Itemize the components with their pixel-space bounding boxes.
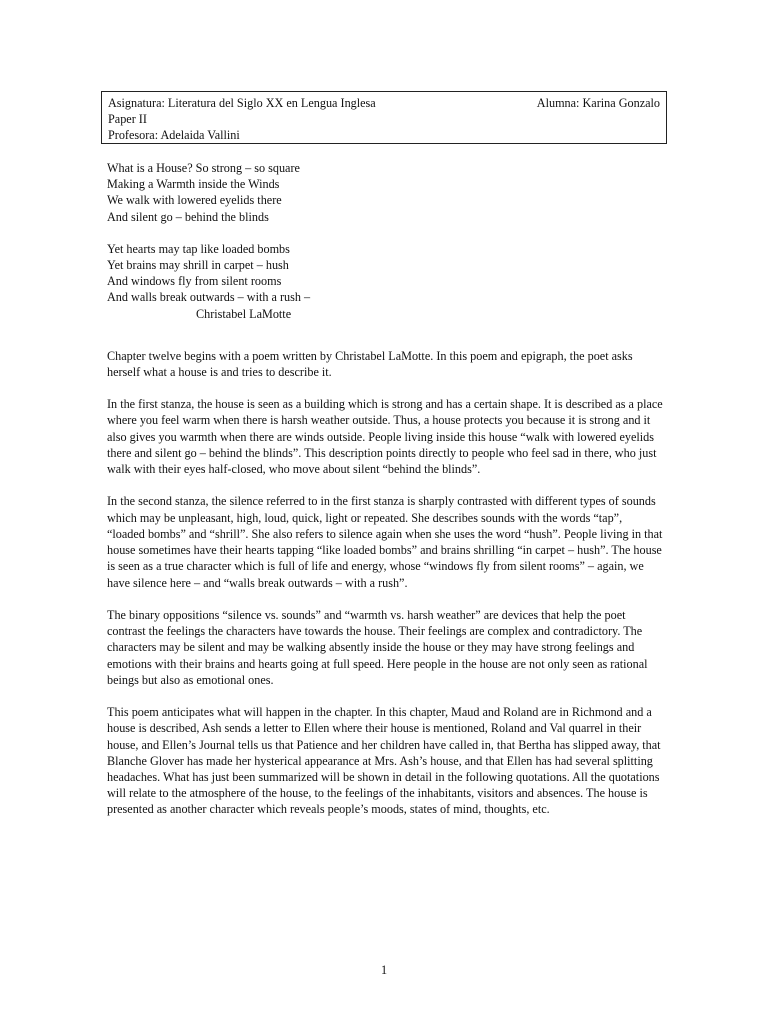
page-number: 1 [380, 963, 388, 977]
poem-line: And walls break outwards – with a rush – [107, 290, 311, 305]
poem-line: And silent go – behind the blinds [107, 209, 269, 224]
header-line-subject [108, 95, 660, 111]
poem-stanza-1 [107, 160, 663, 225]
header-line-teacher [108, 127, 660, 143]
poem-line: Yet hearts may tap like loaded bombs [107, 241, 290, 256]
poem-line: And windows fly from silent rooms [107, 274, 282, 289]
poem-line: Yet brains may shrill in carpet – hush [107, 257, 289, 272]
teacher-label: Profesora: Adelaida Vallini [108, 128, 240, 142]
header-box [101, 91, 667, 144]
paragraph-2: In the first stanza, the house is seen as a building which is strong and has a certain shape. It is described as a place where you feel warm when there is harsh weather outside. Thus, a house protects you because it is strong and it also gives you warmth when there are winds outside. People living inside this house “walk with lowered eyelids there and silent go – behind the blinds”. This description points directly to people who feel sad in there, who just walk with their eyes half-closed, who move about silent “behind the blinds”. [107, 397, 663, 477]
poem-line: We walk with lowered eyelids there [107, 193, 282, 208]
poem-stanza-2 [107, 241, 663, 322]
paragraph-3: In the second stanza, the silence referred to in the first stanza is sharply contrasted with different types of sounds which may be unpleasant, high, loud, quick, light or repeated. She describes sounds with the words “tap”, “loaded bombs” and “shrill”. She also refers to silence again when she uses the word “hush”. People living in that house sometimes have their hearts tapping “like loaded bombs” and brains shrilling “in carpet – hush”. The house is seen as a true character which is full of life and energy, whose “windows fly from silent rooms” – again, we have silence here – and “walls break outwards – with a rush”. [107, 494, 663, 590]
header-line-paper [108, 111, 660, 127]
document-body [107, 160, 663, 834]
poem-line: What is a House? So strong – so square [107, 161, 300, 175]
paragraph-4: The binary oppositions “silence vs. sounds” and “warmth vs. harsh weather” are devices that help the poet contrast the feelings the characters have towards the house. Their feelings are complex and contradictory. The characters may be silent and may be walking absently inside the house or they may have strong feelings and emotions with their brains and hearts going at full speed. Here people in the house are not only seen as rational beings but also as emotional ones. [107, 607, 648, 687]
paragraph-1: Chapter twelve begins with a poem written by Christabel LaMotte. In this poem and epigraph, the poet asks herself what a house is and tries to describe it. [107, 348, 633, 379]
subject-label: Asignatura: Literatura del Siglo XX en Lengua Inglesa [108, 96, 376, 110]
poem-author: Christabel LaMotte [196, 306, 292, 321]
student-label: Alumna: Karina Gonzalo [536, 96, 660, 110]
paper-label: Paper II [108, 112, 147, 126]
poem-line: Making a Warmth inside the Winds [107, 177, 280, 192]
paragraph-5: This poem anticipates what will happen in the chapter. In this chapter, Maud and Roland are in Richmond and a house is described, Ash sends a letter to Ellen where their house is mentioned, Roland and Val quarrel in their house, and Ellen’s Journal tells us that Patience and her children have called in, that Bertha has slipped away, that Blanche Glover has made her hysterical appearance at Mrs. Ash’s house, and that Ellen has had several splitting headaches. What has just been summarized will be shown in detail in the following quotations. All the quotations will relate to the atmosphere of the house, to the feelings of the inhabitants, visitors and absences. The house is presented as another character which reveals people’s moods, states of mind, thoughts, etc. [107, 705, 661, 817]
